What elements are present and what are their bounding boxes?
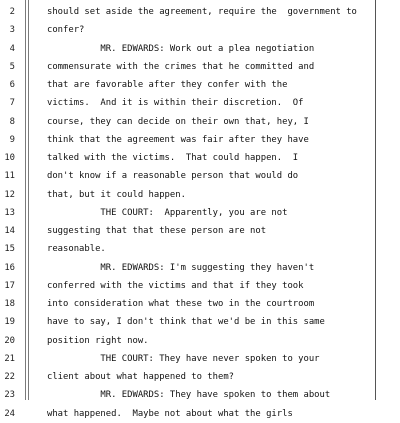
line-number: 6 — [9, 80, 15, 90]
transcript-line — [0, 113, 400, 131]
line-number: 2 — [9, 7, 15, 17]
line-number: 10 — [4, 153, 15, 163]
line-text: MR. EDWARDS: Work out a plea negotiation — [47, 43, 315, 54]
transcript-line — [0, 21, 400, 39]
line-text: reasonable. — [47, 244, 106, 255]
transcript-line — [0, 222, 400, 240]
transcript-line — [0, 259, 400, 277]
line-text: think that the agreement was fair after they have — [47, 134, 309, 145]
line-number: 23 — [4, 390, 15, 401]
transcript-line — [0, 277, 400, 295]
line-text: client about what happened to them? — [47, 372, 235, 382]
transcript-line — [0, 76, 400, 94]
line-number: 4 — [9, 43, 15, 54]
line-number: 20 — [4, 335, 15, 346]
transcript-line — [0, 332, 400, 350]
line-text: should set aside the agreement, require the government to — [47, 7, 357, 17]
transcript-line — [0, 405, 400, 423]
line-text: MR. EDWARDS: They have spoken to them about — [47, 390, 331, 401]
transcript-line — [0, 3, 400, 21]
line-text: commensurate with the crimes that he committed and — [47, 61, 315, 72]
line-number: 21 — [4, 353, 15, 364]
line-number: 19 — [4, 317, 15, 328]
line-text: THE COURT: They have never spoken to your — [47, 353, 320, 364]
line-number: 22 — [4, 372, 15, 382]
transcript-line — [0, 149, 400, 167]
line-number: 7 — [9, 98, 15, 109]
line-text: suggesting that that these person are not — [47, 226, 267, 236]
transcript-line — [0, 240, 400, 258]
line-text: talked with the victims. That could happen. I — [47, 153, 299, 163]
line-text: conferred with the victims and that if they took — [47, 280, 304, 291]
line-number: 17 — [4, 280, 15, 291]
transcript-line — [0, 368, 400, 386]
line-text: don't know if a reasonable person that would do — [47, 171, 299, 182]
line-number: 18 — [4, 299, 15, 309]
line-number: 14 — [4, 226, 15, 236]
line-number: 16 — [4, 262, 15, 273]
line-text: THE COURT: Apparently, you are not — [47, 207, 288, 218]
line-text: have to say, I don't think that we'd be in this same — [47, 317, 325, 328]
line-text: position right now. — [47, 335, 149, 346]
line-text: MR. EDWARDS: I'm suggesting they haven't — [47, 262, 315, 273]
line-number: 9 — [9, 134, 15, 145]
transcript-line — [0, 131, 400, 149]
line-text: that are favorable after they confer with the — [47, 80, 288, 90]
transcript-line — [0, 186, 400, 204]
line-number: 24 — [4, 408, 15, 419]
transcript-line — [0, 40, 400, 58]
transcript-line — [0, 350, 400, 368]
line-number: 8 — [9, 116, 15, 127]
line-text: victims. And it is within their discretion. Of — [47, 98, 304, 109]
transcript-line — [0, 94, 400, 112]
transcript-line — [0, 386, 400, 404]
line-number: 3 — [9, 25, 15, 36]
line-text: course, they can decide on their own that, hey, I — [47, 116, 309, 127]
line-number: 15 — [4, 244, 15, 255]
transcript-line — [0, 295, 400, 313]
transcript-line — [0, 167, 400, 185]
line-text: into consideration what these two in the courtroom — [47, 299, 315, 309]
line-number: 5 — [9, 61, 15, 72]
line-text: that, but it could happen. — [47, 189, 186, 200]
transcript-lines — [0, 3, 400, 423]
line-text: what happened. Maybe not about what the girls — [47, 408, 293, 419]
line-number: 11 — [4, 171, 15, 182]
line-number: 12 — [4, 189, 15, 200]
transcript-line — [0, 313, 400, 331]
transcript-line — [0, 58, 400, 76]
transcript-line — [0, 204, 400, 222]
line-text: confer? — [47, 25, 85, 36]
line-number: 13 — [4, 207, 15, 218]
